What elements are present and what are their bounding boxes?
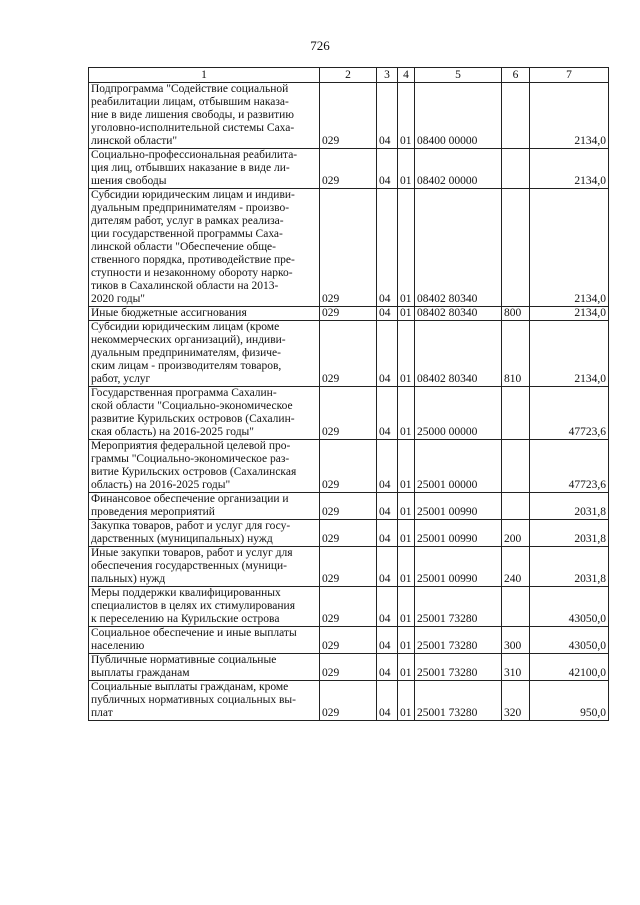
subsection-code: 01 — [398, 387, 415, 440]
ministry-code: 029 — [320, 321, 377, 387]
target-article-code: 08402 80340 — [415, 307, 502, 321]
ministry-code: 029 — [320, 520, 377, 547]
subsection-code: 01 — [398, 189, 415, 307]
target-article-code: 08402 80340 — [415, 321, 502, 387]
target-article-code: 25001 00990 — [415, 493, 502, 520]
budget-item-name: Подпрограмма "Содействие социальной реабилитации лицам, отбывшим наказа- ние в виде лишения свободы, и развитию уголовно-исполнительной системы Саха- линской области" — [89, 83, 320, 149]
expense-type-code: 810 — [502, 321, 530, 387]
ministry-code: 029 — [320, 681, 377, 721]
subsection-code: 01 — [398, 547, 415, 587]
budget-item-name: Закупка товаров, работ и услуг для госу- дарственных (муниципальных) нужд — [89, 520, 320, 547]
ministry-code: 029 — [320, 307, 377, 321]
amount-value: 43050,0 — [530, 627, 609, 654]
target-article-code: 08400 00000 — [415, 83, 502, 149]
column-header: 1 — [89, 68, 320, 83]
budget-item-name: Иные бюджетные ассигнования — [89, 307, 320, 321]
column-header: 6 — [502, 68, 530, 83]
expense-type-code — [502, 189, 530, 307]
budget-item-name: Субсидии юридическим лицам (кроме некоммерческих организаций), индиви- дуальным предпринимателям, физиче- ским лицам - производителям товаров, работ, услуг — [89, 321, 320, 387]
amount-value: 2031,8 — [530, 493, 609, 520]
subsection-code: 01 — [398, 654, 415, 681]
column-header: 2 — [320, 68, 377, 83]
amount-value: 42100,0 — [530, 654, 609, 681]
ministry-code: 029 — [320, 627, 377, 654]
target-article-code: 08402 00000 — [415, 149, 502, 189]
ministry-code: 029 — [320, 149, 377, 189]
column-header: 3 — [377, 68, 398, 83]
table-row — [89, 149, 609, 189]
amount-value: 2134,0 — [530, 321, 609, 387]
amount-value: 47723,6 — [530, 387, 609, 440]
budget-table — [88, 67, 609, 721]
amount-value: 2031,8 — [530, 520, 609, 547]
section-code: 04 — [377, 547, 398, 587]
subsection-code: 01 — [398, 520, 415, 547]
expense-type-code — [502, 587, 530, 627]
section-code: 04 — [377, 681, 398, 721]
expense-type-code: 240 — [502, 547, 530, 587]
amount-value: 950,0 — [530, 681, 609, 721]
ministry-code: 029 — [320, 654, 377, 681]
subsection-code: 01 — [398, 681, 415, 721]
column-header: 4 — [398, 68, 415, 83]
column-header: 5 — [415, 68, 502, 83]
section-code: 04 — [377, 440, 398, 493]
subsection-code: 01 — [398, 307, 415, 321]
subsection-code: 01 — [398, 627, 415, 654]
subsection-code: 01 — [398, 83, 415, 149]
section-code: 04 — [377, 493, 398, 520]
budget-item-name: Мероприятия федеральной целевой про- граммы "Социально-экономическое раз- витие Курильских островов (Сахалинская область) на 2016-2025 годы" — [89, 440, 320, 493]
section-code: 04 — [377, 83, 398, 149]
expense-type-code — [502, 493, 530, 520]
target-article-code: 25001 73280 — [415, 681, 502, 721]
ministry-code: 029 — [320, 440, 377, 493]
table-row — [89, 83, 609, 149]
amount-value: 47723,6 — [530, 440, 609, 493]
expense-type-code — [502, 440, 530, 493]
expense-type-code — [502, 149, 530, 189]
ministry-code: 029 — [320, 587, 377, 627]
header-row — [89, 68, 609, 83]
subsection-code: 01 — [398, 321, 415, 387]
table-row — [89, 307, 609, 321]
subsection-code: 01 — [398, 149, 415, 189]
column-header: 7 — [530, 68, 609, 83]
section-code: 04 — [377, 189, 398, 307]
target-article-code: 25001 73280 — [415, 587, 502, 627]
target-article-code: 25000 00000 — [415, 387, 502, 440]
section-code: 04 — [377, 387, 398, 440]
expense-type-code: 310 — [502, 654, 530, 681]
amount-value: 2134,0 — [530, 307, 609, 321]
table-row — [89, 627, 609, 654]
table-row — [89, 321, 609, 387]
budget-item-name: Социальные выплаты гражданам, кроме публичных нормативных социальных вы- плат — [89, 681, 320, 721]
expense-type-code: 200 — [502, 520, 530, 547]
subsection-code: 01 — [398, 587, 415, 627]
amount-value: 2031,8 — [530, 547, 609, 587]
budget-item-name: Меры поддержки квалифицированных специалистов в целях их стимулирования к переселению на Курильские острова — [89, 587, 320, 627]
target-article-code: 08402 80340 — [415, 189, 502, 307]
ministry-code: 029 — [320, 189, 377, 307]
expense-type-code — [502, 387, 530, 440]
amount-value: 2134,0 — [530, 189, 609, 307]
section-code: 04 — [377, 149, 398, 189]
budget-item-name: Государственная программа Сахалин- ской области "Социально-экономическое развитие Курильских островов (Сахалин- ская область) на 2016-2025 годы" — [89, 387, 320, 440]
ministry-code: 029 — [320, 547, 377, 587]
table-row — [89, 681, 609, 721]
expense-type-code: 320 — [502, 681, 530, 721]
section-code: 04 — [377, 321, 398, 387]
budget-item-name: Публичные нормативные социальные выплаты гражданам — [89, 654, 320, 681]
ministry-code: 029 — [320, 493, 377, 520]
expense-type-code — [502, 83, 530, 149]
section-code: 04 — [377, 627, 398, 654]
budget-item-name: Иные закупки товаров, работ и услуг для обеспечения государственных (муници- пальных) нужд — [89, 547, 320, 587]
expense-type-code: 300 — [502, 627, 530, 654]
section-code: 04 — [377, 654, 398, 681]
amount-value: 2134,0 — [530, 149, 609, 189]
target-article-code: 25001 00990 — [415, 547, 502, 587]
target-article-code: 25001 00990 — [415, 520, 502, 547]
table-row — [89, 520, 609, 547]
section-code: 04 — [377, 520, 398, 547]
amount-value: 43050,0 — [530, 587, 609, 627]
table-row — [89, 387, 609, 440]
table-row — [89, 440, 609, 493]
section-code: 04 — [377, 587, 398, 627]
expense-type-code: 800 — [502, 307, 530, 321]
table-row — [89, 189, 609, 307]
table-row — [89, 547, 609, 587]
ministry-code: 029 — [320, 83, 377, 149]
target-article-code: 25001 73280 — [415, 654, 502, 681]
subsection-code: 01 — [398, 493, 415, 520]
subsection-code: 01 — [398, 440, 415, 493]
page-number: 726 — [310, 38, 330, 53]
budget-item-name: Социальное обеспечение и иные выплаты населению — [89, 627, 320, 654]
table-row — [89, 654, 609, 681]
target-article-code: 25001 00000 — [415, 440, 502, 493]
section-code: 04 — [377, 307, 398, 321]
budget-item-name: Финансовое обеспечение организации и проведения мероприятий — [89, 493, 320, 520]
amount-value: 2134,0 — [530, 83, 609, 149]
budget-item-name: Социально-профессиональная реабилита- ция лиц, отбывших наказание в виде ли- шения свободы — [89, 149, 320, 189]
ministry-code: 029 — [320, 387, 377, 440]
target-article-code: 25001 73280 — [415, 627, 502, 654]
table-row — [89, 493, 609, 520]
budget-item-name: Субсидии юридическим лицам и индиви- дуальным предпринимателям - произво- дителям работ, услуг в рамках реализа- ции государственной программы Саха- линской области "Обеспечение обще- ственного порядка, противодействие пре- ступности и незаконному обороту нарко- тиков в Сахалинской области на 2013- 2020 годы" — [89, 189, 320, 307]
table-row — [89, 587, 609, 627]
